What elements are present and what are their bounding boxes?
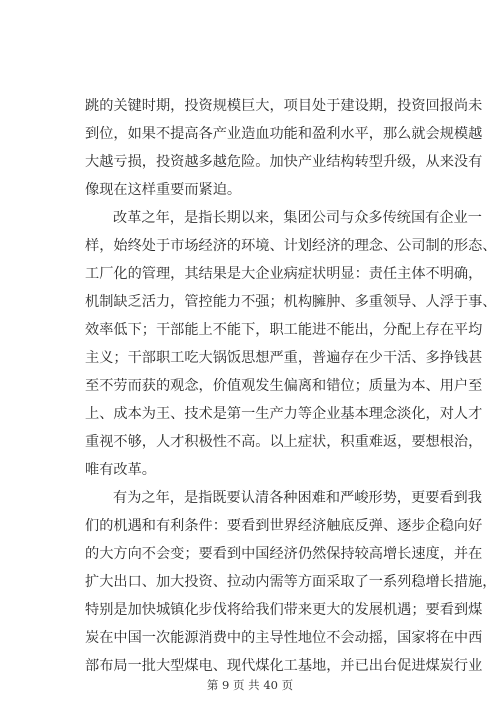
paragraph-1-line-1: 跳的关键时期，投资规模巨大，项目处于建设期，投资回报尚未	[85, 98, 483, 114]
paragraph-2-line-10: 唯有改革。	[85, 462, 156, 478]
paragraph-2-line-4: 机制缺乏活力，管控能力不强；机构臃肿、多重领导、人浮于事、	[85, 294, 497, 310]
paragraph-2-line-1: 改革之年，是指长期以来，集团公司与众多传统国有企业一	[113, 210, 482, 226]
paragraph-2-line-2: 样，始终处于市场经济的环境、计划经济的理念、公司制的形态、	[85, 238, 497, 254]
paragraph-3-line-1: 有为之年，是指既要认清各种困难和严峻形势，更要看到我	[113, 490, 482, 506]
page-number-footer: 第 9 页 共 40 页	[206, 678, 294, 692]
paragraph-1-line-4: 像现在这样重要而紧迫。	[85, 182, 242, 198]
paragraph-3-line-7: 部布局一批大型煤电、现代煤化工基地，并已出台促进煤炭行业	[85, 658, 483, 674]
paragraph-3-line-6: 炭在中国一次能源消费中的主导性地位不会动摇，国家将在中西	[85, 630, 483, 646]
paragraph-2-line-7: 至不劳而获的观念，价值观发生偏离和错位；质量为本、用户至	[85, 378, 483, 394]
paragraph-2-line-3: 工厂化的管理，其结果是大企业病症状明显：责任主体不明确，	[85, 266, 483, 282]
paragraph-2-line-8: 上、成本为王、技术是第一生产力等企业基本理念淡化，对人才	[85, 406, 483, 422]
paragraph-3-line-2: 们的机遇和有利条件：要看到世界经济触底反弹、逐步企稳向好	[85, 518, 483, 534]
paragraph-1-line-3: 大越亏损，投资越多越危险。加快产业结构转型升级，从来没有	[85, 154, 483, 170]
paragraph-2-line-9: 重视不够，人才积极性不高。以上症状，积重难返，要想根治，	[85, 434, 483, 450]
paragraph-2-line-5: 效率低下；干部能上不能下，职工能进不能出，分配上存在平均	[85, 322, 483, 338]
paragraph-3-line-4: 扩大出口、加大投资、拉动内需等方面采取了一系列稳增长措施，	[85, 574, 497, 590]
paragraph-2-line-6: 主义；干部职工吃大锅饭思想严重，普遍存在少干活、多挣钱甚	[85, 350, 483, 366]
paragraph-3-line-5: 特别是加快城镇化步伐将给我们带来更大的发展机遇；要看到煤	[85, 602, 483, 618]
paragraph-3-line-3: 的大方向不会变；要看到中国经济仍然保持较高增长速度，并在	[85, 546, 483, 562]
paragraph-1-line-2: 到位，如果不提高各产业造血功能和盈利水平，那么就会规模越	[85, 126, 483, 142]
